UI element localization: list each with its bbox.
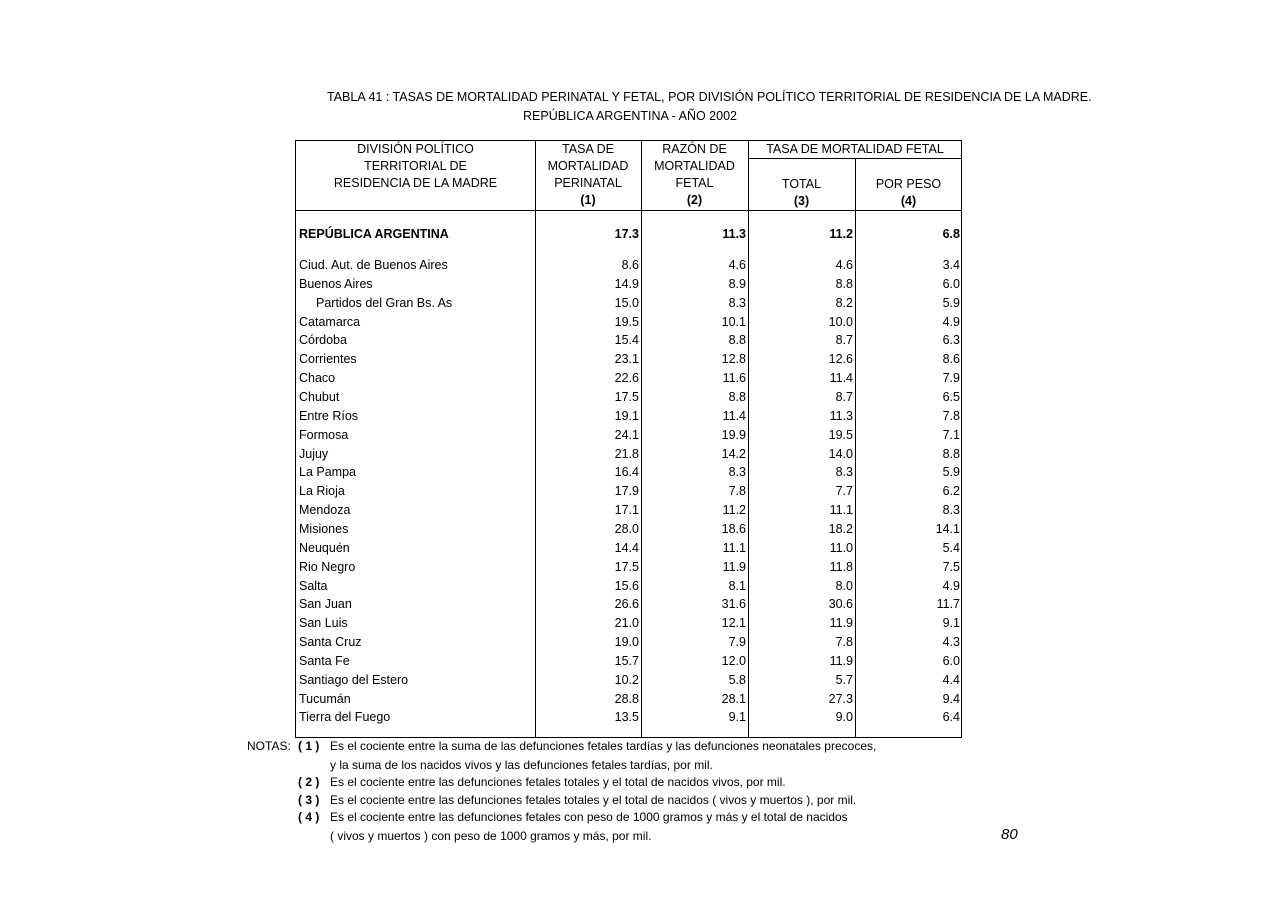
cell-perinatal: 17.5 xyxy=(614,390,639,404)
cell-total: 11.2 xyxy=(829,227,853,241)
cell-razon: 7.9 xyxy=(728,635,746,649)
cell-peso: 4.9 xyxy=(942,314,960,329)
cell-peso: 7.9 xyxy=(942,371,960,386)
table-title: TABLA 41 : TASAS DE MORTALIDAD PERINATAL Y FETAL, POR DIVISIÓN POLÍTICO TERRITORIAL DE RESIDENCIA DE LA MADRE. xyxy=(327,90,1092,104)
note-4-cont: ( vivos y muertos ) con peso de 1000 gramos y más, por mil. xyxy=(330,829,652,843)
note-3: Es el cociente entre las defunciones fetales totales y el total de nacidos ( vivos y muertos ), por mil. xyxy=(330,793,857,807)
notes-label: NOTAS: xyxy=(247,739,291,753)
cell-peso: 8.6 xyxy=(942,352,960,367)
row-label: Córdoba xyxy=(299,333,347,348)
row-label: Santa Cruz xyxy=(299,635,362,649)
row-label: Misiones xyxy=(299,521,349,536)
cell-total: 8.7 xyxy=(835,333,853,348)
cell-perinatal: 23.1 xyxy=(614,352,639,367)
cell-peso: 4.4 xyxy=(942,672,960,687)
row-label: REPÚBLICA ARGENTINA xyxy=(299,227,449,241)
cell-razon: 12.0 xyxy=(721,653,746,668)
cell-peso: 7.8 xyxy=(942,408,960,423)
cell-razon: 8.8 xyxy=(728,333,746,348)
cell-peso: 11.7 xyxy=(936,597,960,612)
cell-peso: 6.8 xyxy=(942,227,960,241)
cell-perinatal: 14.9 xyxy=(614,276,639,291)
note-key-4: ( 4 ) xyxy=(298,810,320,824)
column-divider xyxy=(641,141,642,737)
data-table xyxy=(295,140,962,738)
row-label: La Rioja xyxy=(299,484,345,499)
cell-razon: 19.9 xyxy=(721,427,746,442)
note-key-3: ( 3 ) xyxy=(298,793,320,807)
cell-perinatal: 15.0 xyxy=(614,295,639,310)
cell-peso: 5.9 xyxy=(942,295,960,310)
cell-perinatal: 26.6 xyxy=(614,597,639,612)
cell-peso: 7.5 xyxy=(942,559,960,574)
note-4: Es el cociente entre las defunciones fetales con peso de 1000 gramos y más y el total de nacidos xyxy=(330,810,848,824)
cell-peso: 6.3 xyxy=(942,333,960,348)
cell-perinatal: 16.4 xyxy=(614,465,639,480)
row-label: Salta xyxy=(299,578,328,593)
cell-peso: 8.3 xyxy=(942,503,960,518)
header-divider xyxy=(296,210,961,211)
header-por-peso: POR PESO (4) xyxy=(875,177,942,208)
cell-razon: 11.3 xyxy=(722,227,746,241)
cell-total: 11.9 xyxy=(829,616,853,631)
cell-razon: 12.8 xyxy=(721,352,746,367)
header-razon-fetal: RAZÓN DE MORTALIDAD FETAL (2) xyxy=(654,142,735,207)
header-perinatal: TASA DE MORTALIDAD PERINATAL (1) xyxy=(547,142,629,207)
cell-total: 8.2 xyxy=(835,295,853,310)
header-division: DIVISIÓN POLÍTICO TERRITORIAL DE RESIDENCIA DE LA MADRE xyxy=(333,142,498,190)
row-label: Formosa xyxy=(299,427,349,442)
cell-razon: 28.1 xyxy=(721,691,746,706)
cell-total: 10.0 xyxy=(828,314,853,329)
cell-total: 5.7 xyxy=(835,672,853,687)
header-fetal-group: TASA DE MORTALIDAD FETAL xyxy=(766,142,944,156)
cell-peso: 6.0 xyxy=(942,276,960,291)
cell-perinatal: 8.6 xyxy=(621,258,639,272)
note-key-2: ( 2 ) xyxy=(298,775,320,789)
cell-razon: 8.9 xyxy=(728,276,746,291)
cell-peso: 6.5 xyxy=(942,390,960,404)
cell-razon: 11.6 xyxy=(722,371,746,386)
cell-perinatal: 13.5 xyxy=(614,710,639,725)
cell-perinatal: 15.7 xyxy=(614,653,639,668)
cell-razon: 11.2 xyxy=(722,503,746,518)
row-label: La Pampa xyxy=(299,465,356,480)
cell-perinatal: 17.5 xyxy=(614,559,639,574)
cell-total: 18.2 xyxy=(828,521,853,536)
cell-razon: 11.9 xyxy=(722,559,746,574)
cell-razon: 14.2 xyxy=(721,446,746,461)
cell-razon: 11.4 xyxy=(722,408,746,423)
cell-razon: 18.6 xyxy=(721,521,746,536)
column-divider xyxy=(748,141,749,737)
cell-razon: 7.8 xyxy=(728,484,746,499)
cell-total: 11.0 xyxy=(829,540,853,555)
cell-razon: 8.3 xyxy=(728,295,746,310)
cell-razon: 10.1 xyxy=(721,314,746,329)
row-label: Chaco xyxy=(299,371,336,386)
header-total: TOTAL (3) xyxy=(781,177,822,208)
row-label: Catamarca xyxy=(299,314,361,329)
cell-razon: 4.6 xyxy=(728,258,746,272)
row-label: Corrientes xyxy=(299,352,357,367)
cell-razon: 8.3 xyxy=(728,465,746,480)
cell-razon: 12.1 xyxy=(721,616,746,631)
row-label: Entre Ríos xyxy=(299,408,359,423)
cell-total: 8.8 xyxy=(835,276,853,291)
cell-perinatal: 17.9 xyxy=(614,484,639,499)
cell-peso: 7.1 xyxy=(942,427,960,442)
note-2: Es el cociente entre las defunciones fetales totales y el total de nacidos vivos, por mil. xyxy=(330,775,786,789)
cell-total: 12.6 xyxy=(828,352,853,367)
row-label: Partidos del Gran Bs. As xyxy=(316,295,453,310)
cell-total: 19.5 xyxy=(828,427,853,442)
cell-peso: 4.3 xyxy=(942,635,960,649)
cell-perinatal: 24.1 xyxy=(614,427,639,442)
table-subtitle: REPÚBLICA ARGENTINA - AÑO 2002 xyxy=(523,109,737,123)
header-group-divider xyxy=(748,158,961,159)
row-label: San Juan xyxy=(299,597,352,612)
cell-peso: 5.4 xyxy=(942,540,960,555)
cell-total: 11.3 xyxy=(829,408,853,423)
cell-perinatal: 10.2 xyxy=(614,672,639,687)
row-label: Buenos Aires xyxy=(299,276,373,291)
cell-razon: 9.1 xyxy=(728,710,746,725)
row-label: Tucumán xyxy=(299,691,351,706)
cell-perinatal: 19.0 xyxy=(614,635,639,649)
row-label: Mendoza xyxy=(299,503,351,518)
cell-total: 11.8 xyxy=(829,559,853,574)
cell-perinatal: 19.5 xyxy=(614,314,639,329)
cell-perinatal: 15.6 xyxy=(614,578,639,593)
cell-peso: 5.9 xyxy=(942,465,960,480)
cell-total: 8.7 xyxy=(835,390,853,404)
cell-perinatal: 19.1 xyxy=(614,408,639,423)
cell-peso: 14.1 xyxy=(935,521,960,536)
row-label: Santiago del Estero xyxy=(299,672,409,687)
cell-perinatal: 28.8 xyxy=(614,691,639,706)
cell-total: 11.9 xyxy=(829,653,853,668)
cell-perinatal: 14.4 xyxy=(614,540,639,555)
cell-total: 7.7 xyxy=(835,484,853,499)
cell-perinatal: 17.1 xyxy=(614,503,639,518)
cell-razon: 31.6 xyxy=(721,597,746,612)
cell-total: 8.3 xyxy=(835,465,853,480)
row-label: Tierra del Fuego xyxy=(299,710,391,725)
cell-total: 9.0 xyxy=(835,710,853,725)
cell-peso: 6.0 xyxy=(942,653,960,668)
cell-perinatal: 21.8 xyxy=(614,446,639,461)
cell-total: 14.0 xyxy=(828,446,853,461)
note-1: Es el cociente entre la suma de las defunciones fetales tardías y las defunciones neonatales precoces, xyxy=(330,739,877,753)
note-1-cont: y la suma de los nacidos vivos y las defunciones fetales tardías, por mil. xyxy=(330,758,713,772)
row-label: Ciud. Aut. de Buenos Aires xyxy=(299,258,448,272)
column-divider xyxy=(535,141,536,737)
row-label: Neuquén xyxy=(299,540,350,555)
cell-total: 27.3 xyxy=(828,691,853,706)
row-label: San Luis xyxy=(299,616,348,631)
page-number: 80 xyxy=(1001,826,1018,843)
cell-razon: 8.8 xyxy=(728,390,746,404)
cell-total: 8.0 xyxy=(835,578,853,593)
cell-total: 11.4 xyxy=(829,371,853,386)
cell-total: 30.6 xyxy=(828,597,853,612)
cell-total: 4.6 xyxy=(835,258,853,272)
cell-peso: 3.4 xyxy=(942,258,960,272)
cell-razon: 5.8 xyxy=(728,672,746,687)
cell-perinatal: 22.6 xyxy=(614,371,639,386)
cell-peso: 6.2 xyxy=(942,484,960,499)
row-label: Santa Fe xyxy=(299,653,350,668)
cell-peso: 9.4 xyxy=(942,691,960,706)
cell-perinatal: 15.4 xyxy=(614,333,639,348)
cell-peso: 9.1 xyxy=(942,616,960,631)
cell-peso: 8.8 xyxy=(942,446,960,461)
cell-perinatal: 28.0 xyxy=(614,521,639,536)
cell-peso: 4.9 xyxy=(942,578,960,593)
note-key-1: ( 1 ) xyxy=(298,739,320,753)
cell-razon: 8.1 xyxy=(728,578,746,593)
row-label: Jujuy xyxy=(299,446,329,461)
cell-perinatal: 17.3 xyxy=(614,227,639,241)
cell-total: 11.1 xyxy=(829,503,853,518)
cell-razon: 11.1 xyxy=(722,540,746,555)
row-label: Chubut xyxy=(299,390,340,404)
cell-perinatal: 21.0 xyxy=(614,616,639,631)
cell-peso: 6.4 xyxy=(942,710,960,725)
cell-total: 7.8 xyxy=(835,635,853,649)
row-label: Rio Negro xyxy=(299,559,356,574)
column-divider xyxy=(855,158,856,737)
